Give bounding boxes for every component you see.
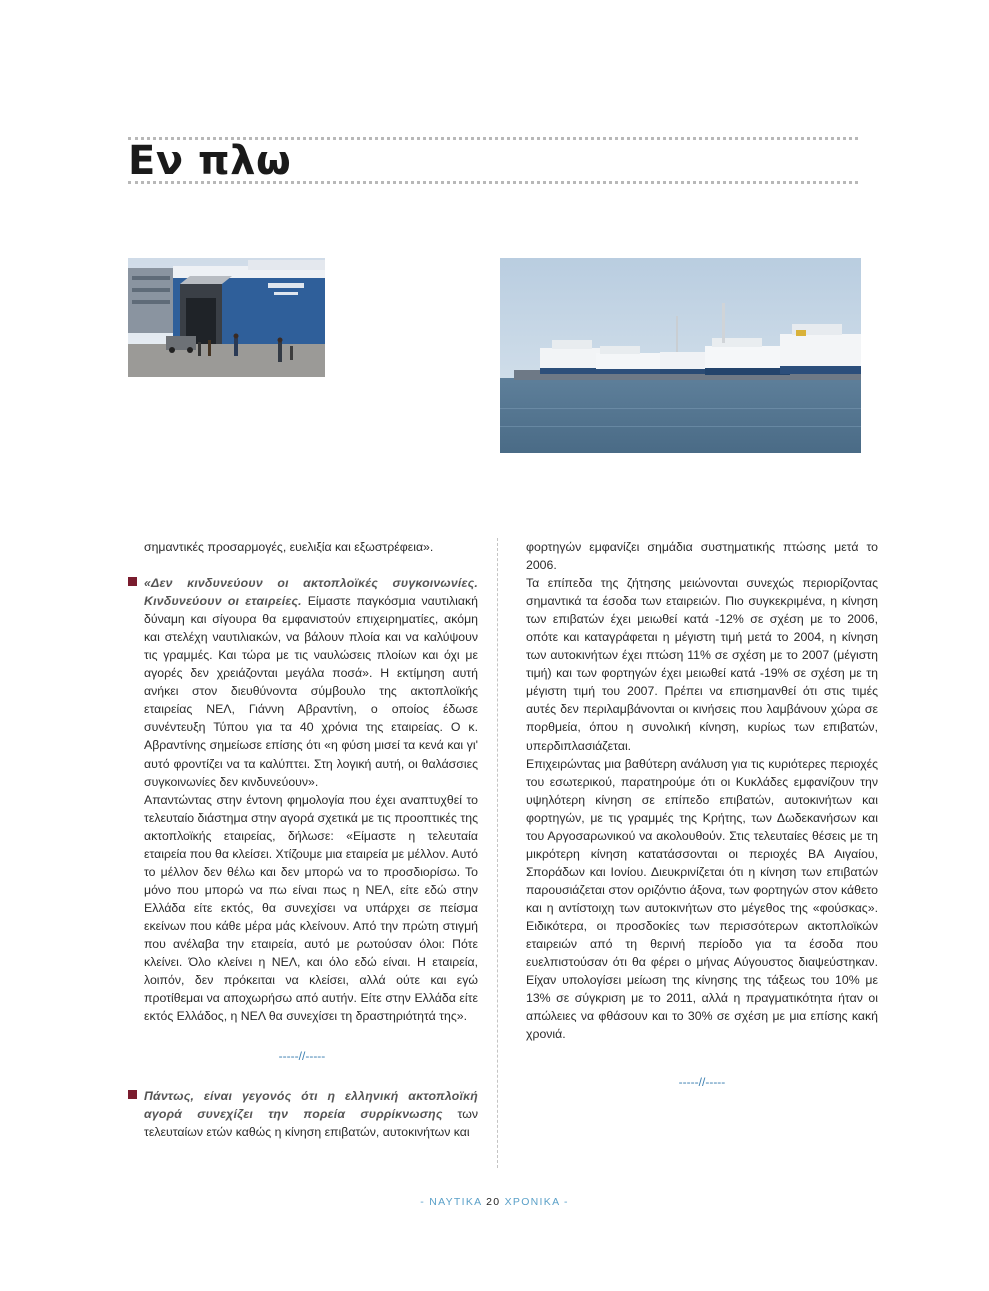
title-rule-bottom [128, 181, 858, 184]
right-paragraph-2: Τα επίπεδα της ζήτησης μειώνονται συνεχώς περιορίζοντας σημαντικά τα έσοδα των εταιρειών. Πιο συγκεκριμένα, η κίνηση των επιβατών έχει μειωθεί κατά -12% σε σχέση με το 2006, οπότε και καταγράφεται η μέγιστη τιμή μετά το 2004, η κίνηση των αυτοκινήτων έχει πτώση 11% σε σχέση με το 2007 (μέγιστη τιμή) και των φορτηγών έχει μειωθεί κατά -19% σε σχέση με τη μέγιστη τιμή του 2007. Πρέπει να επισημανθεί ότι στις τιμές αυτές δεν περιλαμβάνονται οι κινήσεις που λαμβάνουν χώρα σε πορθμεία, όπου η συνολική κίνηση, κυρίως των επιβατών, υπερδιπλασιάζεται. [526, 576, 878, 753]
left-column [126, 538, 478, 1141]
lead-heading-1: «Δεν κινδυνεύουν οι ακτοπλοϊκές συγκοινωνίες. Κινδυνεύουν οι εταιρείες. [144, 576, 478, 609]
lead-text-1: Είμαστε παγκόσμια ναυτιλιακή δύναμη και σίγουρα θα εμφανιστούν επιχειρηματίες, ακόμη και στελέχη ναυτιλιακών, να βάλουν πλοία και να καλύψουν τις γραμμές. Και τώρα με τις ναυλώσεις πλοίων και όχι με αγορές δεν χρειάζονται μεγάλα ποσά». Η εκτίμηση αυτή ανήκει στον διευθύνοντα σύμβουλο της ακτοπλοϊκής εταιρείας ΝΕΛ, Γιάννη Αβραντίνη, ο οποίος έδωσε συνέντευξη Τύπου για τα 40 χρόνια της εταιρείας. Ο κ. Αβραντίνης σημείωσε επίσης ότι «η φύση μισεί τα κενά και γι' αυτό φροντίζει να τα καλύπτει. Στη λογική αυτή, οι θαλάσσιες συγκοινωνίες δεν κινδυνεύουν». [144, 594, 478, 789]
right-paragraph-3: Επιχειρώντας μια βαθύτερη ανάλυση για τις κυριότερες περιοχές του εσωτερικού, παρατηρούμε ότι οι Κυκλάδες εμφανίζουν την υψηλότερη κίνηση σε επίπεδο επιβατών, αυτοκινήτων και φορτηγών, με τις γραμμές της Κρήτης, των Δωδεκανήσων και του Αργοσαρωνικού να ακολουθούν. Στις τελευταίες θέσεις με τη μικρότερη κίνηση κατατάσσονται οι περιοχές ΒΑ Αιγαίου, Σποράδων και Ιονίου. Διευκρινίζεται ότι η κίνηση των επιβατών παρουσιάζεται στον οριζόντιο άξονα, των φορτηγών στον κάθετο και η αντίστοιχη των αυτοκινήτων στο μέγεθος της «φούσκας». Ειδικότερα, οι προσδοκίες των περισσότερων ακτοπλοϊκών εταιρειών από τη θερινή περίοδο για τα έσοδα που ευελπιστούσαν ότι θα φέρει ο μήνας Αύγουστος διαψεύστηκαν. Είχαν υπολογίσει μείωση της κίνησης της τάξεως του 10% με 13% σε σύγκριση με το 2011, αλλά η πραγματικότητα ήταν οι απώλειες να φθάσουν και το 30% σε σχέση με μια επίσης κακή χρονιά. [526, 756, 878, 1042]
left-lead-paragraph-2 [126, 1087, 478, 1141]
section-separator: -----//----- [278, 1049, 326, 1064]
left-paragraph-1: σημαντικές προσαρμογές, ευελιξία και εξωστρέφεια». [144, 540, 434, 554]
column-divider [497, 538, 498, 1168]
page-footer [0, 1196, 989, 1208]
right-paragraph-1: φορτηγών εμφανίζει σημάδια συστηματικής πτώσης μετά το 2006. [526, 540, 878, 573]
page-number: 20 [486, 1196, 501, 1208]
footer-left-text: - ΝΑΥΤΙΚΑ [420, 1196, 487, 1208]
photo-harbor [500, 258, 861, 453]
footer-right-text: ΧΡΟΝΙΚΑ - [500, 1196, 569, 1208]
lead-text-2: των τελευταίων ετών καθώς η κίνηση επιβατών, αυτοκινήτων και [144, 1107, 478, 1140]
section-title: Εν πλω [128, 138, 292, 184]
lead-heading-2: Πάντως, είναι γεγονός ότι η ελληνική ακτοπλοϊκή αγορά συνεχίζει την πορεία συρρίκνωσης [144, 1089, 478, 1122]
left-lead-paragraph-1 [126, 574, 478, 791]
square-bullet-icon [128, 1090, 137, 1099]
left-paragraph-2: Απαντώντας στην έντονη φημολογία που έχει αναπτυχθεί το τελευταίο διάστημα στην αγορά σχετικά με τις προοπτικές της ακτοπλοϊκής εταιρείας, δήλωσε: «Είμαστε η τελευταία εταιρεία που θα κλείσει. Χτίζουμε μια εταιρεία με μέλλον. Αυτό το μέλλον δεν θέλω και δεν μπορώ να το προσδιορίσω. Το μόνο που μπορώ να πω είναι πως η ΝΕΛ, είτε εδώ στην Ελλάδα είτε εκτός, θα συνεχίσει να υπάρχει σε πείσμα εκείνων που κάθε μέρα μάς κλείνουν. Από την πρώτη στιγμή που ανέλαβα την εταιρεία, αυτό με ρωτούσαν όλοι: Πότε κλείνει. Όλο κλείνει η ΝΕΛ, και όλο εδώ είναι. Η εταιρεία, λοιπόν, δεν πρόκειται να κλείσει, αλλά ούτε και εγώ προτίθεμαι να αποχωρήσω από αυτήν. Είτε στην Ελλάδα είτε εκτός Ελλάδος, η ΝΕΛ θα συνεχίσει τη δραστηριότητά της». [144, 792, 478, 1024]
photo-ferry [128, 258, 325, 377]
section-separator: -----//----- [678, 1075, 726, 1090]
right-column [526, 538, 878, 1113]
square-bullet-icon [128, 577, 137, 586]
